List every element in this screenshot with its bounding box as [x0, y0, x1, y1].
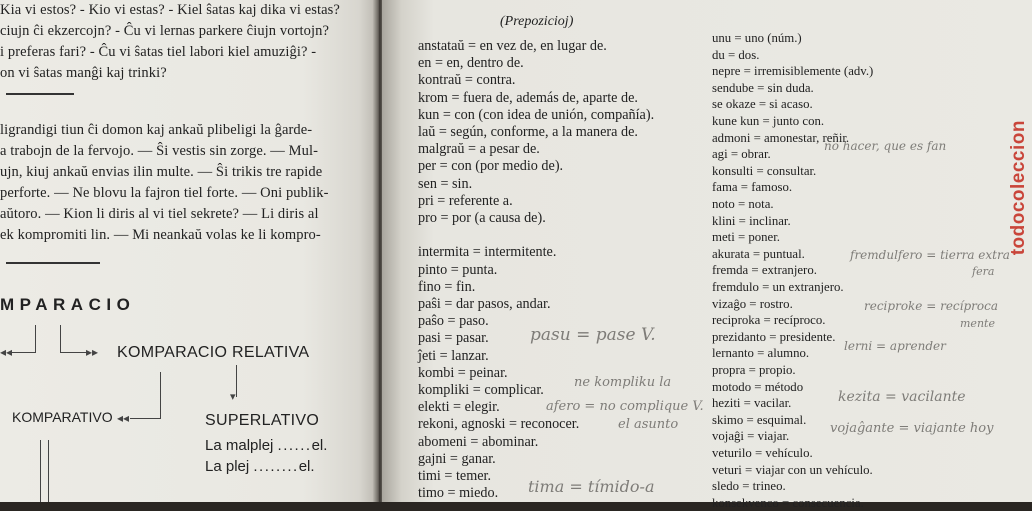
superlativo-row	[205, 437, 327, 454]
diagram-line	[236, 365, 237, 397]
handwritten-note: tima = tímido-a	[528, 477, 655, 496]
vocabulary-entry: veturilo = vehículo.	[712, 446, 813, 460]
vocabulary-entry: sledo = trineo.	[712, 479, 786, 494]
vocabulary-entry: kompliki = complicar.	[418, 382, 544, 398]
vocabulary-entry: prezidanto = presidente.	[712, 329, 836, 344]
diagram-line	[60, 352, 88, 353]
divider-rule	[6, 93, 74, 95]
handwritten-note: reciproke = recíproca	[864, 299, 999, 313]
superlativo-row	[205, 458, 315, 475]
diagram-line	[10, 352, 36, 353]
diagram-line	[40, 440, 41, 502]
text-line: ujn, kiuj ankaŭ envias ilin multe. — Ŝi trikis tre rapide	[0, 164, 323, 180]
handwritten-note: afero = no complique V.	[546, 399, 704, 414]
handwritten-note: pasu = pase V.	[530, 325, 656, 345]
vocabulary-entry: gajni = ganar.	[418, 450, 496, 467]
arrow-left-icon: ◂◂	[117, 411, 130, 425]
text-line: ek kompromiti lin. — Mi neankaŭ volas ke li kompro-	[0, 227, 321, 243]
text-line: ciujn ĉi ekzercojn? - Ĉu vi lernas parkere ĉiujn vortojn?	[0, 23, 329, 39]
vocabulary-entry: sendube = sin duda.	[712, 80, 814, 95]
text-line: Kia vi estos? - Kio vi estas? - Kiel ŝatas kaj dika vi estas?	[0, 2, 340, 18]
vocabulary-entry: pinto = punta.	[418, 261, 498, 278]
vocabulary-entry: kune kun = junto con.	[712, 114, 825, 128]
vocabulary-entry: pri = referente a.	[418, 192, 513, 209]
arrow-left-icon: ◂◂	[0, 345, 13, 359]
diagram-line	[60, 325, 61, 353]
vocabulary-entry: konsekvenco = consecuencia.	[712, 495, 864, 510]
vocabulary-entry: noto = nota.	[712, 197, 774, 211]
vocabulary-entry: kontraŭ = contra.	[418, 72, 516, 89]
handwritten-note: no hacer, que es fan	[824, 139, 947, 153]
vocabulary-entry: vizaĝo = rostro.	[712, 296, 793, 311]
vocabulary-entry: pasi = pasar.	[418, 330, 489, 347]
vocabulary-entry: nepre = irremisiblemente (adv.)	[712, 64, 874, 79]
left-page	[0, 0, 378, 502]
row-suffix: el.	[298, 458, 315, 475]
vocabulary-entry: fremdulo = un extranjero.	[712, 280, 844, 294]
vocabulary-entry: akurata = puntual.	[712, 246, 805, 261]
vocabulary-entry: reciproka = recíproco.	[712, 313, 826, 328]
handwritten-note: fremdulfero = tierra extra	[850, 248, 1010, 262]
superlativo-label: SUPERLATIVO	[205, 412, 320, 429]
handwritten-note: kezita = vacilante	[838, 389, 966, 405]
arrow-right-icon: ▸▸	[86, 345, 99, 359]
handwritten-note: mente	[960, 317, 995, 330]
row-text: La plej	[205, 458, 250, 475]
watermark-text: todocoleccion	[1008, 120, 1029, 256]
vocabulary-entry: per = con (por medio de).	[418, 158, 564, 175]
vocabulary-entry: laŭ = según, conforme, a la manera de.	[418, 124, 638, 140]
vocabulary-entry: malgraŭ = a pesar de.	[418, 141, 540, 158]
text-line: a trabojn de la fervojo. — Ŝi vestis sin zorge. — Mul-	[0, 143, 319, 159]
vocabulary-entry: ĵeti = lanzar.	[418, 347, 489, 364]
section-title: MPARACIO	[0, 295, 136, 314]
text-line: aŭtoro. — Kion li diris al vi tiel sekrete? — Li diris al	[0, 206, 319, 222]
komparacio-relativa-label: KOMPARACIO RELATIVA	[117, 344, 310, 361]
vocabulary-entry: agi = obrar.	[712, 147, 771, 162]
arrow-down-icon: ▾	[230, 390, 236, 403]
vocabulary-entry: timi = temer.	[418, 468, 492, 484]
vocabulary-entry: kombi = peinar.	[418, 364, 508, 381]
vocabulary-entry: du = dos.	[712, 47, 760, 62]
diagram-line	[48, 440, 49, 502]
diagram-line	[160, 372, 161, 418]
vocabulary-entry: en = en, dentro de.	[418, 55, 524, 72]
vocabulary-entry: meti = poner.	[712, 230, 780, 245]
right-page	[382, 0, 1032, 510]
vocabulary-entry: veturi = viajar con un vehículo.	[712, 462, 873, 477]
vocabulary-entry: admoni = amonestar, reñir.	[712, 130, 850, 145]
vocabulary-entry: motodo = método	[712, 379, 804, 394]
text-line: on vi ŝatas manĝi kaj trinki?	[0, 65, 167, 81]
row-text: La malplej	[205, 437, 274, 454]
vocabulary-entry: timo = miedo.	[418, 485, 499, 502]
vocabulary-entry: abomeni = abominar.	[418, 433, 539, 450]
row-dots: ........	[253, 458, 299, 475]
vocabulary-entry: pro = por (a causa de).	[418, 210, 546, 226]
vocabulary-entry: rekoni, agnoski = reconocer.	[418, 416, 580, 433]
vocabulary-entry: unu = uno (núm.)	[712, 31, 802, 45]
text-line: ligrandigi tiun ĉi domon kaj ankaŭ plibeligi la ĝarde-	[0, 122, 313, 138]
vocabulary-entry: klini = inclinar.	[712, 213, 791, 228]
vocabulary-entry: krom = fuera de, además de, aparte de.	[418, 89, 638, 106]
vocabulary-entry: vojaĝi = viajar.	[712, 429, 790, 444]
vocabulary-entry: konsulti = consultar.	[712, 163, 817, 178]
vocabulary-entry: elekti = elegir.	[418, 399, 500, 416]
komparativo-label: KOMPARATIVO	[12, 409, 113, 425]
vocabulary-entry: lernanto = alumno.	[712, 346, 810, 361]
vocabulary-entry: propra = propio.	[712, 363, 796, 377]
row-suffix: el.	[311, 437, 328, 454]
vocabulary-entry: paŝo = paso.	[418, 313, 489, 330]
vocabulary-entry: skimo = esquimal.	[712, 412, 807, 427]
vocabulary-entry: heziti = vacilar.	[712, 396, 792, 411]
handwritten-note: el asunto	[618, 417, 679, 432]
diagram-line	[35, 325, 36, 353]
vocabulary-entry: fino = fin.	[418, 278, 476, 295]
vocabulary-entry: intermita = intermitente.	[418, 244, 557, 261]
handwritten-note: lerni = aprender	[844, 339, 946, 353]
diagram-line	[130, 418, 161, 419]
vocabulary-entry: paŝi = dar pasos, andar.	[418, 296, 551, 312]
handwritten-note: fera	[972, 265, 995, 278]
vocabulary-entry: fama = famoso.	[712, 180, 793, 195]
text-line: i preferas fari? - Ĉu vi ŝatas tiel labori kiel amuziĝi? -	[0, 44, 317, 60]
row-dots: ......	[277, 437, 312, 454]
vocabulary-entry: anstataŭ = en vez de, en lugar de.	[418, 38, 607, 54]
vocabulary-entry: kun = con (con idea de unión, compañía).	[418, 106, 655, 123]
vocabulary-entry: fremda = extranjero.	[712, 263, 817, 278]
text-line: perforte. — Ne blovu la fajron tiel forte. — Oni publik-	[0, 185, 329, 201]
handwritten-note: ne kompliku la	[574, 375, 672, 390]
section-heading: (Prepozicioj)	[500, 14, 574, 29]
divider-rule	[6, 262, 100, 264]
vocabulary-entry: se okaze = si acaso.	[712, 97, 813, 112]
handwritten-note: vojaĝante = viajante hoy	[830, 421, 994, 436]
vocabulary-entry: sen = sin.	[418, 175, 473, 192]
